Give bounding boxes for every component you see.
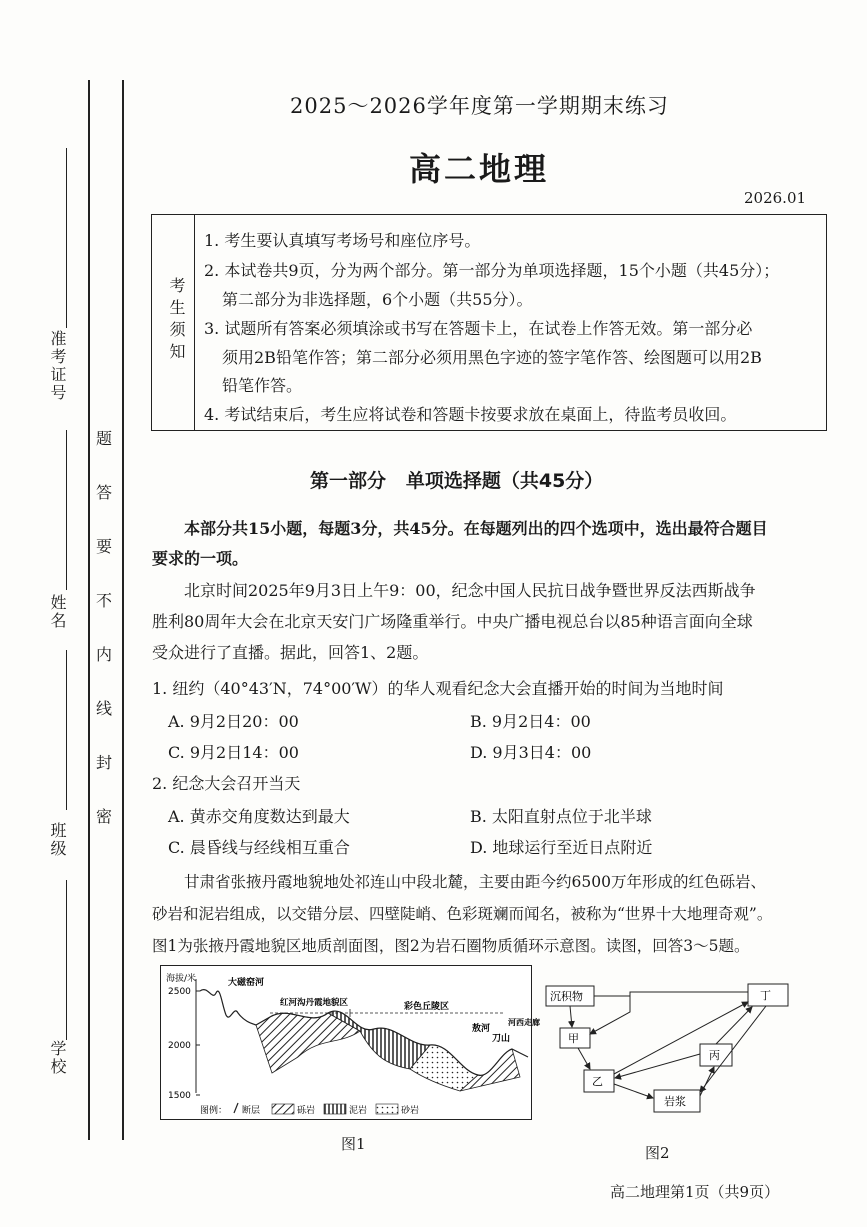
exam-id-field-line (66, 148, 67, 328)
fig1-legend-conglomerate: 砾岩 (297, 1106, 316, 1116)
figure1-caption: 图1 (341, 1135, 366, 1153)
fig1-legend-mudstone-swatch (324, 1104, 346, 1114)
seal-char: 密 (96, 807, 113, 826)
figure2-caption: 图2 (645, 1144, 670, 1162)
notice-line: 第二部分为非选择题，6个小题（共55分）。 (222, 290, 533, 309)
name-label: 姓名 (48, 594, 67, 630)
binding-line-inner (122, 80, 124, 1140)
question-stem: 2. 纪念大会召开当天 (152, 774, 301, 793)
school-label: 学校 (48, 1040, 67, 1076)
passage-text: 甘肃省张掖丹霞地貌地处祁连山中段北麓，主要由距今约6500万年形成的红色砾岩、 (184, 873, 766, 891)
fig1-ytick: 2500 (168, 987, 191, 997)
figure1-geologic-profile (160, 965, 540, 1120)
seal-char: 题 (96, 429, 113, 448)
fig1-label-region1: 红河沟丹霞地貌区 (280, 998, 349, 1008)
section-title: 第一部分 单项选择题（共45分） (310, 470, 604, 492)
fig1-legend-conglomerate-swatch (272, 1104, 294, 1114)
fig1-label-river2: 敖河 (472, 1024, 491, 1034)
notice-side-label: 考生须知 (167, 277, 186, 365)
passage-text: 砂岩和泥岩组成，以交错分层、四壁陡峭、色彩斑斓而闻名，被称为“世界十大地理奇观”。 (152, 905, 773, 923)
fig2-label-bing: 丙 (709, 1049, 720, 1062)
option-c: C. 晨昏线与经线相互重合 (168, 838, 350, 857)
fig1-label-corridor: 河西走廊 (508, 1018, 540, 1027)
fig1-ylabel: 海拔/米 (166, 974, 197, 984)
fig2-label-magma: 岩浆 (664, 1095, 686, 1108)
option-a: A. 黄赤交角度数达到最大 (168, 807, 350, 826)
figure2-rock-cycle (540, 972, 805, 1120)
fig1-legend-fault: 断层 (242, 1106, 261, 1116)
question-stem: 1. 纽约（40°43′N，74°00′W）的华人观看纪念大会直播开始的时间为当地时间 (152, 679, 724, 698)
fig1-ytick: 1500 (168, 1091, 191, 1101)
exam-date: 2026.01 (744, 189, 807, 207)
class-field-line (66, 650, 67, 810)
class-label: 班级 (48, 822, 67, 858)
option-b: B. 9月2日4：00 (470, 712, 591, 731)
notice-line: 4. 考试结束后，考生应将试卷和答题卡按要求放在桌面上，待监考员收回。 (204, 405, 737, 424)
exam-term-title: 2025～2026学年度第一学期期末练习 (290, 94, 669, 118)
passage-text: 受众进行了直播。据此，回答1、2题。 (152, 643, 429, 662)
fig1-legend-sandstone: 砂岩 (401, 1106, 420, 1116)
fig2-label-ding: 丁 (760, 989, 771, 1002)
option-d: D. 地球运行至近日点附近 (470, 838, 653, 857)
binding-line-outer (88, 80, 90, 1140)
fig2-label-sediment: 沉积物 (550, 990, 583, 1003)
passage-text: 图1为张掖丹霞地貌区地质剖面图，图2为岩石圈物质循环示意图。读图，回答3～5题。 (152, 937, 750, 955)
option-c: C. 9月2日14：00 (168, 743, 299, 762)
seal-char: 线 (96, 699, 113, 718)
fig2-label-yi: 乙 (592, 1075, 603, 1088)
subject-title: 高二地理 (409, 150, 550, 188)
fig1-legend-sandstone-swatch (376, 1104, 398, 1114)
section-intro: 要求的一项。 (152, 549, 249, 568)
seal-char: 内 (96, 645, 113, 664)
notice-line: 3. 试题所有答案必须填涂或书写在答题卡上，在试卷上作答无效。第一部分必 (204, 319, 753, 338)
option-b: B. 太阳直射点位于北半球 (470, 807, 652, 826)
notice-line: 铅笔作答。 (222, 376, 303, 395)
passage-text: 北京时间2025年9月3日上午9：00，纪念中国人民抗日战争暨世界反法西斯战争 (184, 581, 756, 600)
name-field-line (66, 430, 67, 590)
fig2-label-jia: 甲 (568, 1032, 579, 1045)
fig1-label-region2: 彩色丘陵区 (404, 1002, 450, 1012)
seal-char: 答 (96, 483, 113, 502)
page-footer: 高二地理第1页（共9页） (610, 1183, 780, 1201)
notice-line: 须用2B铅笔作答；第二部分必须用黑色字迹的签字笔作答、绘图题可以用2B (222, 348, 762, 367)
school-field-line (66, 880, 67, 1040)
fig1-legend-mudstone: 泥岩 (349, 1106, 368, 1116)
passage-text: 胜利80周年大会在北京天安门广场隆重举行。中央广播电视总台以85种语言面向全球 (152, 612, 753, 631)
option-a: A. 9月2日20：00 (168, 712, 299, 731)
candidate-notice-box (151, 214, 827, 431)
notice-side-column (152, 215, 195, 430)
fig1-ytick: 2000 (168, 1041, 191, 1051)
notice-line: 2. 本试卷共9页，分为两个部分。第一部分为单项选择题，15个小题（共45分）； (204, 261, 780, 280)
seal-char: 封 (96, 753, 113, 772)
fig1-label-mountain: 刀山 (492, 1034, 511, 1044)
seal-char: 要 (96, 537, 113, 556)
exam-id-label: 准考证号 (48, 330, 67, 402)
section-intro: 本部分共15小题，每题3分，共45分。在每题列出的四个选项中，选出最符合题目 (184, 519, 768, 538)
option-d: D. 9月3日4：00 (470, 743, 592, 762)
fig1-legend-title: 图例： (200, 1106, 228, 1116)
seal-char: 不 (96, 591, 113, 610)
fig1-label-river1: 大磁窑河 (228, 978, 265, 988)
notice-line: 1. 考生要认真填写考场号和座位序号。 (204, 231, 481, 250)
